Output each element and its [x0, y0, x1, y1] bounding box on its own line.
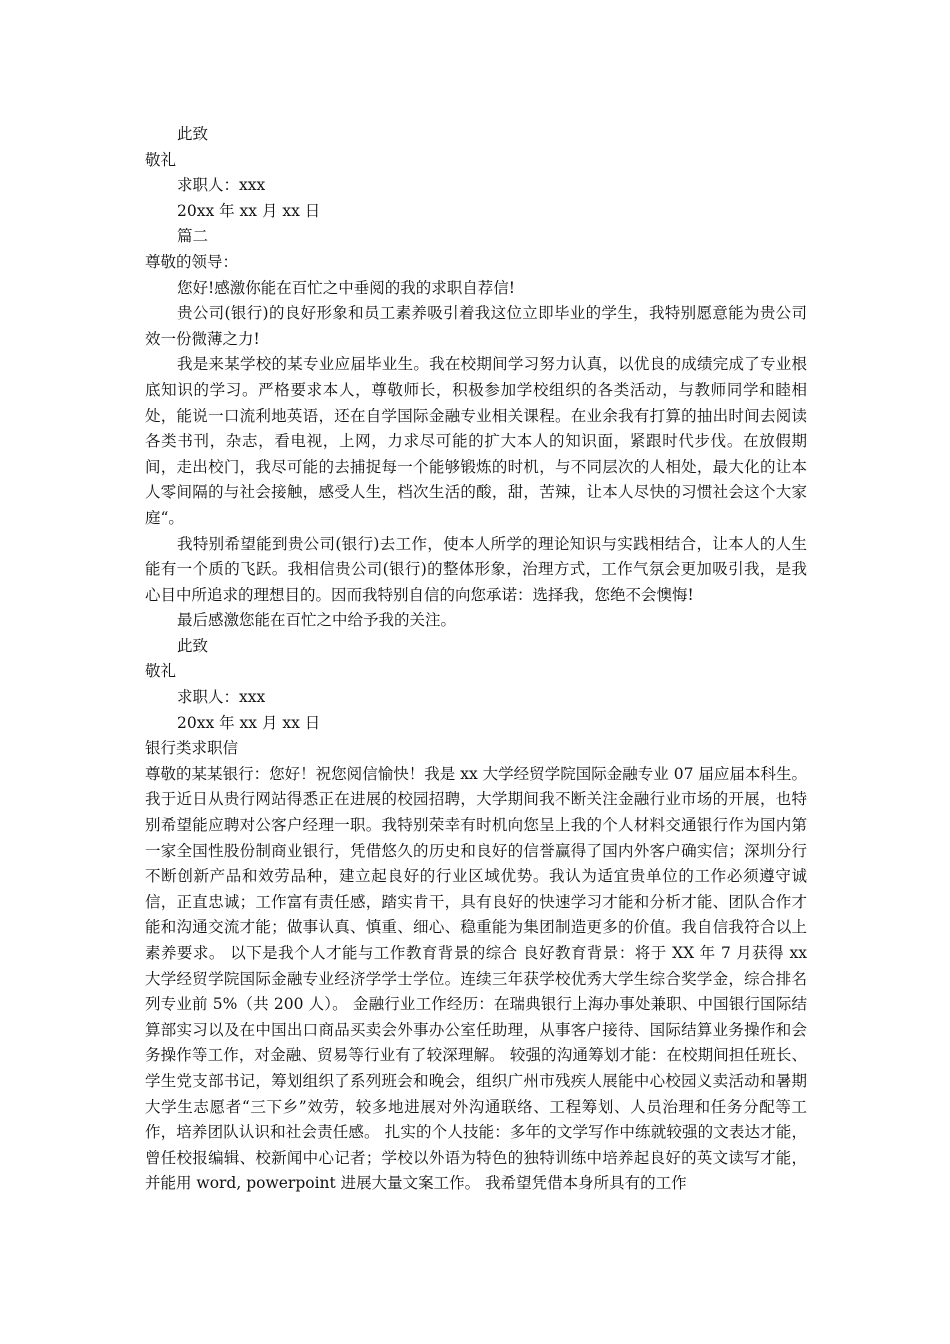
- letter-paragraph: 您好!感激你能在百忙之中垂阅的我的求职自荐信!: [177, 278, 515, 297]
- date-line: 20xx 年 xx 月 xx 日: [177, 713, 321, 732]
- letter-paragraph: 贵公司(银行)的良好形象和员工素养吸引着我这位立即毕业的学生，我特别愿意能为贵公司效一份微薄之力!: [145, 304, 807, 348]
- letter-paragraph: 我是来某学校的某专业应届毕业生。我在校期间学习努力认真，以优良的成绩完成了专业根底知识的学习。严格要求本人，尊敬师长，积极参加学校组织的各类活动，与教师同学和睦相处，能说一口流利地英语，还在自学国际金融专业相关课程。在业余我有打算的抽出时间去阅读各类书刊，杂志，看电视，上网，力求尽可能的扩大本人的知识面，紧跟时代步伐。在放假期间，走出校门，我尽可能的去捕捉每一个能够锻炼的时机，与不同层次的人相处，最大化的让本人零间隔的与社会接触，感受人生，档次生活的酸，甜，苦辣，让本人尽快的习惯社会这个大家庭“。: [145, 355, 807, 527]
- signature-line: 求职人：xxx: [177, 688, 266, 707]
- salute-text: 敬礼: [145, 150, 177, 169]
- letter-paragraph: 最后感激您能在百忙之中给予我的关注。: [177, 611, 457, 630]
- closing-text: 此致: [177, 125, 209, 143]
- date-line: 20xx 年 xx 月 xx 日: [177, 201, 321, 220]
- closing-text: 此致: [177, 636, 209, 655]
- letter-greeting: 尊敬的领导：: [145, 252, 239, 271]
- letter-paragraph: 我特别希望能到贵公司(银行)去工作，使本人所学的理论知识与实践相结合，让本人的人生能有一个质的飞跃。我相信贵公司(银行)的整体形象，治理方式，工作气氛会更加吸引我，是我心目中所追求的理想目的。因而我特别自信的向您承诺：选择我，您绝不会懊悔!: [145, 534, 807, 604]
- document-page: [145, 122, 807, 1197]
- section-title: 银行类求职信: [145, 739, 239, 758]
- signature-line: 求职人：xxx: [177, 176, 266, 195]
- salute-text: 敬礼: [145, 662, 177, 681]
- letter-body: 尊敬的某某银行：您好！祝您阅信愉快！我是 xx 大学经贸学院国际金融专业 07 届应届本科生。我于近日从贵行网站得悉正在进展的校园招聘，大学期间我不断关注金融行业市场的开展，也特别希望能应聘对公客户经理一职。我特别荣幸有时机向您呈上我的个人材料交通银行作为国内第一家全国性股份制商业银行，凭借悠久的历史和良好的信誉赢得了国内外客户确实信；深圳分行不断创新产品和效劳品种，建立起良好的行业区域优势。我认为适宜贵单位的工作必须遵守诚信，正直忠诚；工作富有责任感，踏实肯干，具有良好的快速学习才能和分析才能、团队合作才能和沟通交流才能；做事认真、慎重、细心、稳重能为集团制造更多的价值。我自信我符合以上素养要求。 以下是我个人才能与工作教育背景的综合 良好教育背景：将于 XX 年 7 月获得 xx 大学经贸学院国际金融专业经济学学士学位。连续三年获学校优秀大学生综合奖学金，综合排名列专业前 5%（共 200 人）。 金融行业工作经历：在瑞典银行上海办事处兼职、中国银行国际结算部实习以及在中国出口商品买卖会外事办公室任助理，从事客户接待、国际结算业务操作和会务操作等工作，对金融、贸易等行业有了较深理解。 较强的沟通筹划才能：在校期间担任班长、学生党支部书记，筹划组织了系列班会和晚会，组织广州市残疾人展能中心校园义卖活动和暑期大学生志愿者“三下乡”效劳，较多地进展对外沟通联络、工程筹划、人员治理和任务分配等工作，培养团队认识和社会责任感。 扎实的个人技能：多年的文学写作中练就较强的文表达才能，曾任校报编辑、校新闻中心记者；学校以外语为特色的独特训练中培养起良好的英文读写才能，并能用 word, powerpoint 进展大量文案工作。 我希望凭借本身所具有的工作: [145, 764, 807, 1193]
- section-heading: 篇二: [177, 227, 209, 246]
